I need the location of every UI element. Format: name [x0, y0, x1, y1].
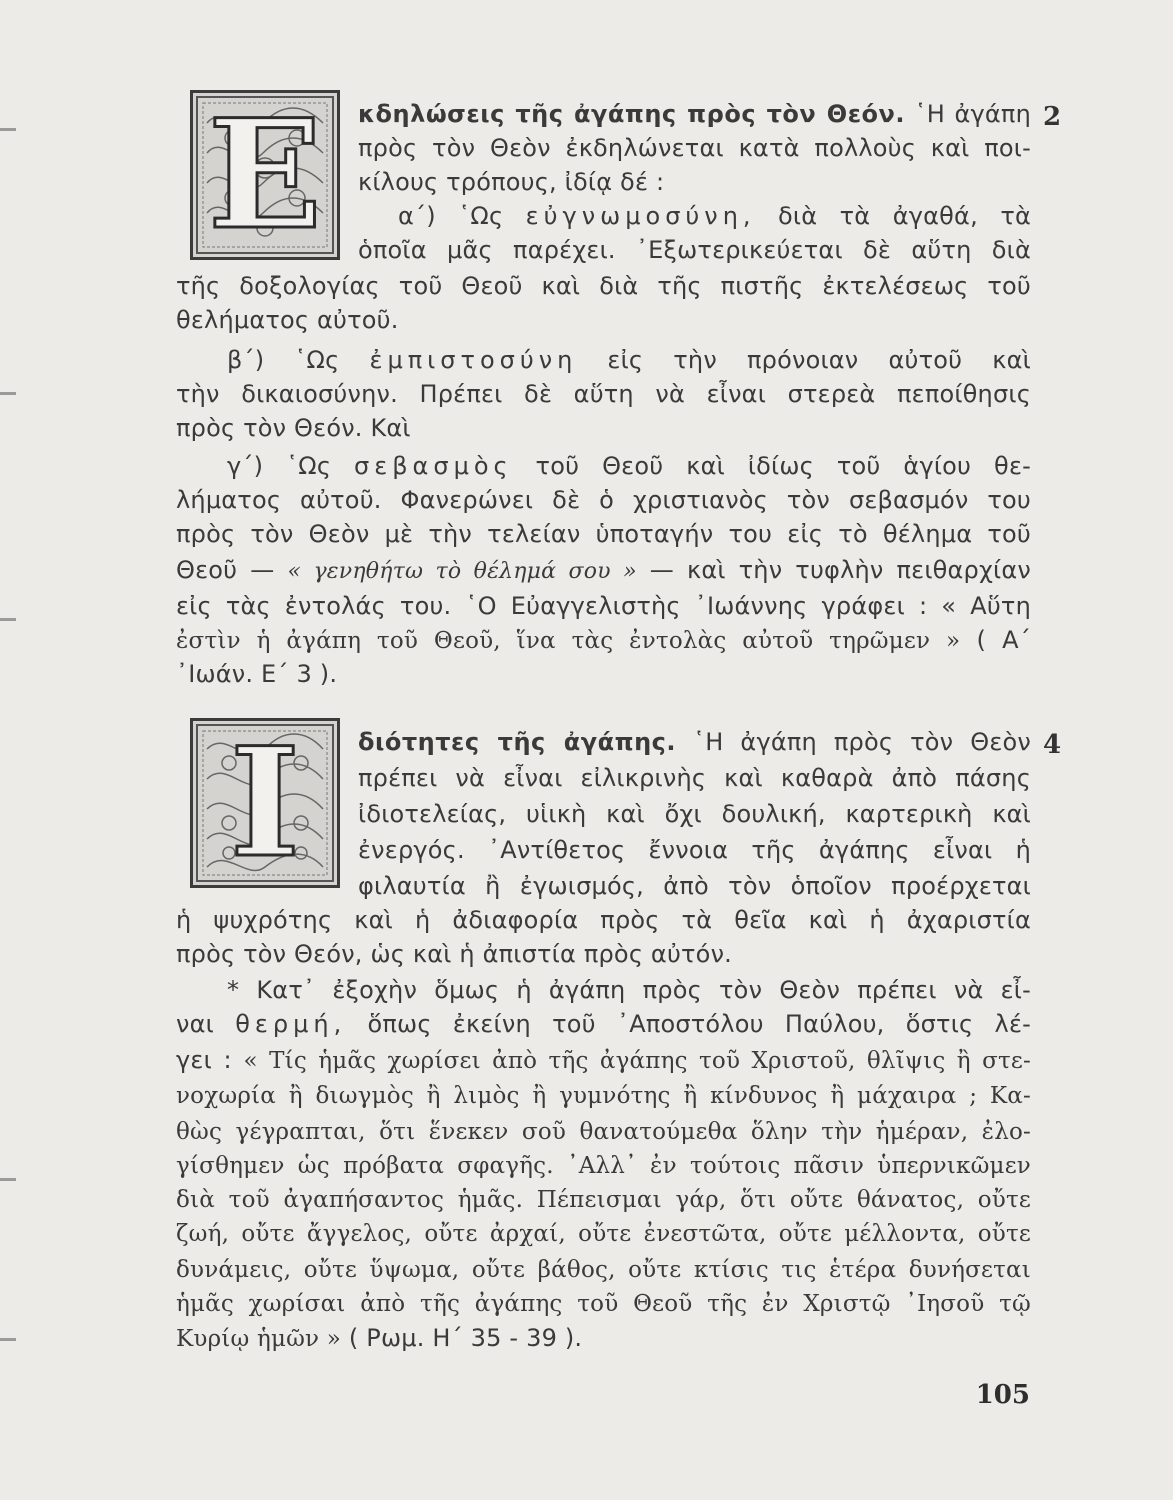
text-line: φιλαυτία ἢ ἐγωισμός, ἀπὸ τὸν ὁποῖον προέρχεται: [358, 872, 1031, 900]
text-line: πρὸς τὸν Θεὸν μὲ τὴν τελείαν ὑποταγήν του εἰς τὸ θέλημα τοῦ: [176, 520, 1031, 548]
text-line: λήματος αὐτοῦ. Φανερώνει δὲ ὁ χριστιανὸς τὸν σεβασμόν του: [176, 486, 1031, 514]
binding-mark: [0, 1178, 16, 1181]
emphasized-term: ἐμπιστοσύνη: [369, 346, 578, 374]
text-line: δυνάμεις, οὔτε ὕψωμα, οὔτε βάθος, οὔτε κτίσις τις ἑτέρα δυνήσεται: [176, 1257, 1031, 1283]
text-line: νοχωρία ἢ διωγμὸς ἢ λιμὸς ἢ γυμνότης ἢ κίνδυνος ἢ μάχαιρα ; Κα-: [176, 1083, 1031, 1109]
text-line: θελήματος αὐτοῦ.: [176, 306, 399, 334]
text-line: ἐνεργός. ᾿Αντίθετος ἔννοια τῆς ἀγάπης εἶναι ἡ: [358, 836, 1031, 864]
binding-mark: [0, 1338, 16, 1341]
quotation: « Τίς ἡμᾶς χωρίσει ἀπὸ τῆς ἀγάπης τοῦ Χριστοῦ, θλῖψις ἢ στε-: [243, 1048, 1031, 1074]
text-line: κδηλώσεις τῆς ἀγάπης πρὸς τὸν Θεόν. ῾Η ἀγάπη: [358, 100, 1031, 128]
text-line: α΄) ῾Ως εὐγνωμοσύνη, διὰ τὰ ἀγαθά, τὰ: [398, 202, 1031, 230]
text-line: ναι θερμή, ὅπως ἐκείνη τοῦ ᾿Αποστόλου Παύλου, ὅστις λέ-: [176, 1010, 1031, 1038]
page-number: 105: [975, 1380, 1030, 1410]
text-line: β΄) ῾Ως ἐμπιστοσύνη εἰς τὴν πρόνοιαν αὐτοῦ καὶ: [227, 346, 1031, 374]
section-heading: κδηλώσεις τῆς ἀγάπης πρὸς τὸν Θεόν.: [358, 100, 906, 128]
text-line: ἐστὶν ἡ ἀγάπη τοῦ Θεοῦ, ἵνα τὰς ἐντολὰς αὐτοῦ τηρῶμεν » ( Α΄: [176, 626, 1031, 654]
quotation: Κυρίῳ ἡμῶν »: [176, 1326, 342, 1352]
emphasized-term: θερμή,: [235, 1010, 347, 1038]
text-line: γει : « Τίς ἡμᾶς χωρίσει ἀπὸ τῆς ἀγάπης τοῦ Χριστοῦ, θλῖψις ἢ στε-: [176, 1046, 1031, 1074]
initial-letter: Ι: [229, 715, 301, 891]
initial-letter: Ε: [207, 87, 323, 263]
text-line: πρὸς τὸν Θεὸν ἐκδηλώνεται κατὰ πολλοὺς καὶ ποι-: [358, 134, 1031, 162]
text-line: ζωή, οὔτε ἄγγελος, οὔτε ἀρχαί, οὔτε ἐνεστῶτα, οὔτε μέλλοντα, οὔτε: [176, 1221, 1031, 1247]
text-line: γ΄) ῾Ως σεβασμὸς τοῦ Θεοῦ καὶ ἰδίως τοῦ ἁγίου θε-: [227, 452, 1031, 480]
text-line: τῆς δοξολογίας τοῦ Θεοῦ καὶ διὰ τῆς πιστῆς ἐκτελέσεως τοῦ: [176, 272, 1031, 300]
text-line: γίσθημεν ὡς πρόβατα σφαγῆς. ᾿Αλλ᾿ ἐν τούτοις πᾶσιν ὑπερνικῶμεν: [176, 1153, 1031, 1179]
text-line: ἡ ψυχρότης καὶ ἡ ἀδιαφορία πρὸς τὰ θεῖα καὶ ἡ ἀχαριστία: [176, 906, 1031, 934]
text-line: ᾿Ιωάν. Ε΄ 3 ).: [176, 660, 338, 688]
text-line: ὁποῖα μᾶς παρέχει. ᾿Εξωτερικεύεται δὲ αὕτη διὰ: [358, 236, 1031, 264]
binding-mark: [0, 392, 16, 395]
text-line: ἰδιοτελείας, υἱικὴ καὶ ὄχι δουλική, καρτερικὴ καὶ: [358, 800, 1031, 828]
emphasized-term: εὐγνωμοσύνη,: [525, 202, 756, 230]
section-heading: διότητες τῆς ἀγάπης.: [358, 728, 677, 756]
text-line: πρὸς τὸν Θεόν. Καὶ: [176, 414, 411, 442]
margin-number: 2: [1043, 102, 1062, 132]
text-line: πρέπει νὰ εἶναι εἰλικρινὴς καὶ καθαρὰ ἀπὸ πάσης: [358, 764, 1031, 792]
text-line: κίλους τρόπους, ἰδίᾳ δέ :: [358, 168, 665, 196]
text-line: διότητες τῆς ἀγάπης. ῾Η ἀγάπη πρὸς τὸν Θεὸν: [358, 728, 1031, 756]
text-line: * Κατ᾿ ἐξοχὴν ὅμως ἡ ἀγάπη πρὸς τὸν Θεὸν πρέπει νὰ εἶ-: [227, 976, 1031, 1004]
binding-mark: [0, 618, 16, 621]
text-line: εἰς τὰς ἐντολάς του. ῾Ο Εὐαγγελιστὴς ᾿Ιωάννης γράφει : « Αὕτη: [176, 592, 1031, 620]
text-line: Κυρίῳ ἡμῶν » ( Ρωμ. Η΄ 35 - 39 ).: [176, 1324, 583, 1352]
emphasized-term: σεβασμὸς: [354, 452, 513, 480]
ornamental-initial-iota: [190, 715, 340, 891]
ornamental-initial-epsilon: [190, 87, 340, 263]
text-line: διὰ τοῦ ἀγαπήσαντος ἡμᾶς. Πέπεισμαι γάρ, ὅτι οὔτε θάνατος, οὔτε: [176, 1187, 1031, 1213]
text-line: ἡμᾶς χωρίσαι ἀπὸ τῆς ἀγάπης τοῦ Θεοῦ τῆς ἐν Χριστῷ ᾿Ιησοῦ τῷ: [176, 1291, 1031, 1317]
margin-number: 4: [1043, 730, 1062, 760]
text-line: πρὸς τὸν Θεόν, ὡς καὶ ἡ ἀπιστία πρὸς αὐτόν.: [176, 940, 733, 968]
text-line: θὼς γέγραπται, ὅτι ἕνεκεν σοῦ θανατούμεθα ὅλην τὴν ἡμέραν, ἐλο-: [176, 1119, 1031, 1145]
quotation: « γενηθήτω τὸ θέλημά σου »: [287, 559, 637, 584]
binding-mark: [0, 128, 16, 131]
quotation: ἐστὶν ἡ ἀγάπη τοῦ Θεοῦ, ἵνα τὰς ἐντολὰς αὐτοῦ τηρῶμεν »: [176, 628, 961, 654]
text-line: Θεοῦ — « γενηθήτω τὸ θέλημά σου » — καὶ τὴν τυφλὴν πειθαρχίαν: [176, 556, 1031, 584]
text-line: τὴν δικαιοσύνην. Πρέπει δὲ αὕτη νὰ εἶναι στερεὰ πεποίθησις: [176, 380, 1031, 408]
